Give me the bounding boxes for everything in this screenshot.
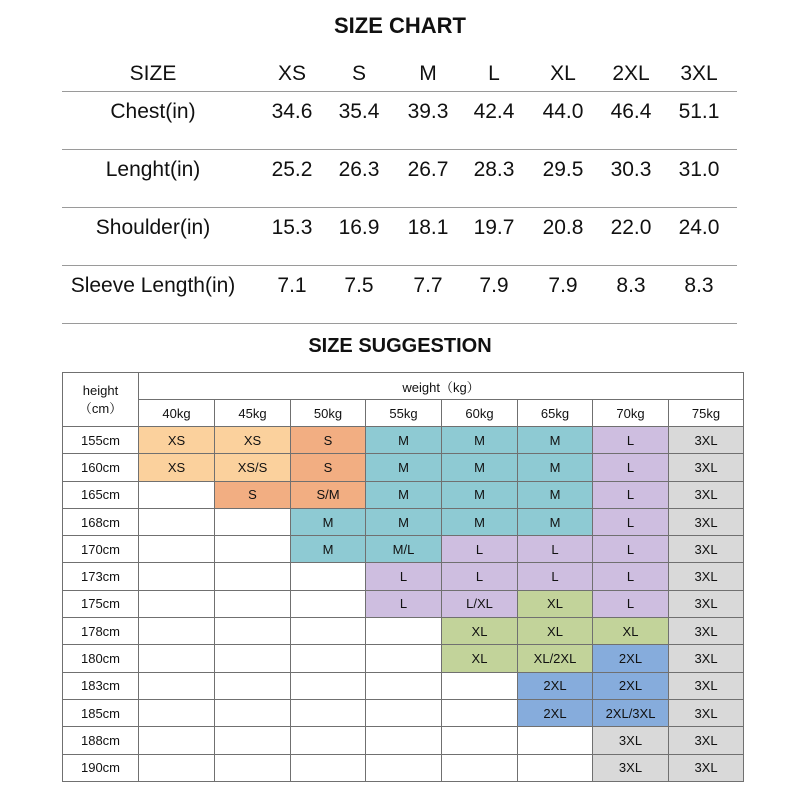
table-row xyxy=(63,699,744,726)
size-suggestion-cell: 2XL xyxy=(593,672,669,699)
size-suggestion-cell xyxy=(139,618,215,645)
size-chart-cell: S xyxy=(351,62,366,85)
size-chart-cell: 30.3 xyxy=(610,158,652,181)
height-cell: 190cm xyxy=(63,754,139,781)
size-suggestion-cell xyxy=(139,563,215,590)
size-suggestion-cell xyxy=(139,699,215,726)
size-suggestion-cell: 2XL xyxy=(593,645,669,672)
size-suggestion-cell xyxy=(442,727,518,754)
size-suggestion-cell xyxy=(139,727,215,754)
size-suggestion-cell: M xyxy=(366,454,442,481)
size-suggestion-cell: L xyxy=(366,590,442,617)
size-chart-cell: 20.8 xyxy=(542,216,584,239)
size-chart-row-label: Lenght(in) xyxy=(105,158,201,181)
size-suggestion-cell: M xyxy=(291,508,366,535)
size-suggestion-cell: M/L xyxy=(366,536,442,563)
size-chart-cell: 34.6 xyxy=(271,100,313,123)
size-suggestion-cell xyxy=(291,727,366,754)
size-suggestion-cell: 3XL xyxy=(669,563,744,590)
size-suggestion-cell: M xyxy=(442,481,518,508)
size-suggestion-cell: XL xyxy=(442,618,518,645)
table-row xyxy=(63,727,744,754)
size-chart-row-label: SIZE xyxy=(129,62,177,85)
size-suggestion-cell: 3XL xyxy=(669,427,744,454)
size-suggestion-cell xyxy=(291,672,366,699)
size-chart-cell: 35.4 xyxy=(338,100,380,123)
size-suggestion-cell: 3XL xyxy=(593,754,669,781)
size-chart-cell: 18.1 xyxy=(407,216,449,239)
size-suggestion-cell xyxy=(291,590,366,617)
size-suggestion-cell xyxy=(215,727,291,754)
size-suggestion-cell: M xyxy=(291,536,366,563)
size-suggestion-cell xyxy=(291,618,366,645)
size-suggestion-cell xyxy=(215,699,291,726)
size-suggestion-cell: M xyxy=(518,427,593,454)
size-suggestion-cell: L xyxy=(593,427,669,454)
weight-header: weight（kg） xyxy=(139,373,744,400)
size-suggestion-cell: L xyxy=(366,563,442,590)
size-suggestion-cell xyxy=(291,563,366,590)
size-suggestion-cell: 3XL xyxy=(669,672,744,699)
size-chart-row xyxy=(62,92,737,150)
height-cell: 175cm xyxy=(63,590,139,617)
size-suggestion-cell: S/M xyxy=(291,481,366,508)
size-chart-cell: 44.0 xyxy=(542,100,584,123)
size-suggestion-cell xyxy=(215,590,291,617)
table-row xyxy=(63,645,744,672)
size-suggestion-cell xyxy=(518,754,593,781)
size-suggestion-cell xyxy=(139,481,215,508)
height-cell: 188cm xyxy=(63,727,139,754)
size-chart-cell: 28.3 xyxy=(473,158,515,181)
size-suggestion-table xyxy=(62,372,744,782)
size-suggestion-cell: S xyxy=(291,427,366,454)
size-suggestion-cell xyxy=(139,590,215,617)
weight-column-header: 65kg xyxy=(518,400,593,427)
height-cell: 170cm xyxy=(63,536,139,563)
size-suggestion-cell xyxy=(366,727,442,754)
size-chart-cell: XL xyxy=(550,62,576,85)
size-suggestion-cell: XS xyxy=(139,427,215,454)
size-chart-cell: 24.0 xyxy=(678,216,720,239)
height-column-header xyxy=(63,373,139,427)
size-chart-cell: 7.7 xyxy=(413,274,443,297)
size-suggestion-cell xyxy=(139,645,215,672)
size-suggestion-cell: L xyxy=(593,563,669,590)
size-suggestion-cell: M xyxy=(442,427,518,454)
size-suggestion-cell: L/XL xyxy=(442,590,518,617)
size-suggestion-cell: 2XL xyxy=(518,672,593,699)
size-suggestion-cell: L xyxy=(593,508,669,535)
size-suggestion-cell: 2XL/3XL xyxy=(593,699,669,726)
table-row xyxy=(63,454,744,481)
size-suggestion-cell: XS xyxy=(139,454,215,481)
size-chart-cell: 46.4 xyxy=(610,100,652,123)
size-suggestion-cell xyxy=(291,645,366,672)
size-suggestion-cell: 3XL xyxy=(669,454,744,481)
height-cell: 160cm xyxy=(63,454,139,481)
weight-column-header: 45kg xyxy=(215,400,291,427)
size-suggestion-cell xyxy=(366,699,442,726)
size-chart-title: SIZE CHART xyxy=(334,13,466,38)
size-suggestion-cell: XS/S xyxy=(215,454,291,481)
size-suggestion-cell: M xyxy=(442,508,518,535)
size-suggestion-cell: 3XL xyxy=(669,481,744,508)
size-chart-row xyxy=(62,266,737,324)
size-suggestion-cell: XS xyxy=(215,427,291,454)
size-suggestion-cell: L xyxy=(442,536,518,563)
table-row xyxy=(63,672,744,699)
size-chart-cell: 51.1 xyxy=(678,100,720,123)
size-suggestion-cell xyxy=(215,645,291,672)
size-suggestion-cell: L xyxy=(442,563,518,590)
height-cell: 178cm xyxy=(63,618,139,645)
size-chart-cell: XS xyxy=(277,62,306,85)
table-row xyxy=(63,618,744,645)
size-chart-header-row xyxy=(62,56,737,92)
size-suggestion-cell xyxy=(518,727,593,754)
size-suggestion-cell: L xyxy=(518,536,593,563)
size-chart-cell: 31.0 xyxy=(678,158,720,181)
size-chart-cell: M xyxy=(419,62,437,85)
height-header-unit: （cm） xyxy=(78,400,123,416)
size-suggestion-cell: S xyxy=(291,454,366,481)
height-cell: 183cm xyxy=(63,672,139,699)
size-suggestion-cell xyxy=(442,754,518,781)
size-chart-cell: 19.7 xyxy=(473,216,515,239)
size-suggestion-cell: 3XL xyxy=(669,699,744,726)
size-suggestion-cell: M xyxy=(366,427,442,454)
size-suggestion-cell xyxy=(366,754,442,781)
size-chart-cell: 26.7 xyxy=(407,158,449,181)
weight-column-header: 75kg xyxy=(669,400,744,427)
size-suggestion-cell: M xyxy=(442,454,518,481)
size-suggestion-cell: M xyxy=(366,508,442,535)
size-suggestion-table-wrapper xyxy=(62,372,743,782)
weight-column-header: 40kg xyxy=(139,400,215,427)
size-chart-row-label: Shoulder(in) xyxy=(95,216,211,239)
size-suggestion-cell: S xyxy=(215,481,291,508)
size-suggestion-cell xyxy=(442,699,518,726)
table-row xyxy=(63,427,744,454)
size-suggestion-cell: XL/2XL xyxy=(518,645,593,672)
size-chart-cell: 3XL xyxy=(680,62,718,85)
table-row xyxy=(63,536,744,563)
height-cell: 155cm xyxy=(63,427,139,454)
size-suggestion-cell: 3XL xyxy=(669,590,744,617)
table-row xyxy=(63,563,744,590)
size-chart-cell: 7.9 xyxy=(548,274,578,297)
size-suggestion-cell xyxy=(366,645,442,672)
size-suggestion-cell xyxy=(291,754,366,781)
size-suggestion-cell xyxy=(139,754,215,781)
size-chart-cell: 8.3 xyxy=(684,274,714,297)
size-suggestion-title: SIZE SUGGESTION xyxy=(308,335,492,357)
table-row xyxy=(63,754,744,781)
size-suggestion-cell xyxy=(215,563,291,590)
size-chart-cell: 22.0 xyxy=(610,216,652,239)
size-chart-cell: 7.5 xyxy=(344,274,374,297)
size-chart-row xyxy=(62,208,737,266)
height-cell: 185cm xyxy=(63,699,139,726)
size-suggestion-cell xyxy=(215,618,291,645)
size-suggestion-cell: XL xyxy=(442,645,518,672)
height-cell: 165cm xyxy=(63,481,139,508)
table-row xyxy=(63,508,744,535)
size-suggestion-cell: L xyxy=(593,481,669,508)
size-suggestion-cell: L xyxy=(593,454,669,481)
size-chart-row-label: Sleeve Length(in) xyxy=(70,274,236,297)
table-row xyxy=(63,590,744,617)
size-suggestion-cell xyxy=(139,508,215,535)
size-suggestion-cell xyxy=(215,508,291,535)
size-suggestion-cell: L xyxy=(593,536,669,563)
size-chart-cell: 15.3 xyxy=(271,216,313,239)
size-suggestion-cell: 3XL xyxy=(669,727,744,754)
table-row xyxy=(63,481,744,508)
size-suggestion-cell: L xyxy=(593,590,669,617)
size-suggestion-cell: 3XL xyxy=(593,727,669,754)
size-chart-cell: 26.3 xyxy=(338,158,380,181)
height-cell: 180cm xyxy=(63,645,139,672)
size-suggestion-cell xyxy=(215,754,291,781)
size-suggestion-cell: M xyxy=(518,454,593,481)
size-chart-cell: 2XL xyxy=(612,62,650,85)
size-chart-cell: L xyxy=(488,62,500,85)
size-chart-cell: 7.9 xyxy=(479,274,509,297)
size-suggestion-cell: M xyxy=(366,481,442,508)
size-suggestion-cell: 3XL xyxy=(669,754,744,781)
size-suggestion-cell: L xyxy=(518,563,593,590)
size-suggestion-cell: XL xyxy=(518,618,593,645)
size-suggestion-cell xyxy=(139,672,215,699)
size-suggestion-cell: XL xyxy=(518,590,593,617)
size-suggestion-cell xyxy=(215,672,291,699)
size-suggestion-cell xyxy=(366,672,442,699)
weight-column-header: 60kg xyxy=(442,400,518,427)
size-suggestion-cell: M xyxy=(518,481,593,508)
size-suggestion-cell xyxy=(139,536,215,563)
weight-column-header: 50kg xyxy=(291,400,366,427)
size-chart-cell: 39.3 xyxy=(407,100,449,123)
size-suggestion-cell: 2XL xyxy=(518,699,593,726)
size-chart-cell: 8.3 xyxy=(616,274,646,297)
size-suggestion-cell: 3XL xyxy=(669,508,744,535)
size-chart-cell: 16.9 xyxy=(338,216,380,239)
size-chart-row-label: Chest(in) xyxy=(110,100,196,123)
size-suggestion-cell xyxy=(291,699,366,726)
size-chart-row xyxy=(62,150,737,208)
size-chart-table xyxy=(62,56,737,324)
size-suggestion-cell: 3XL xyxy=(669,536,744,563)
size-suggestion-cell: 3XL xyxy=(669,618,744,645)
size-suggestion-cell: 3XL xyxy=(669,645,744,672)
size-chart-cell: 7.1 xyxy=(277,274,307,297)
size-suggestion-cell: M xyxy=(518,508,593,535)
weight-column-header: 70kg xyxy=(593,400,669,427)
size-suggestion-cell xyxy=(366,618,442,645)
size-chart-cell: 42.4 xyxy=(473,100,515,123)
height-cell: 173cm xyxy=(63,563,139,590)
size-chart-cell: 25.2 xyxy=(271,158,313,181)
size-chart-cell: 29.5 xyxy=(542,158,584,181)
height-cell: 168cm xyxy=(63,508,139,535)
size-suggestion-cell xyxy=(442,672,518,699)
height-header-label: height xyxy=(82,382,119,398)
size-suggestion-cell xyxy=(215,536,291,563)
size-suggestion-cell: XL xyxy=(593,618,669,645)
weight-column-header: 55kg xyxy=(366,400,442,427)
